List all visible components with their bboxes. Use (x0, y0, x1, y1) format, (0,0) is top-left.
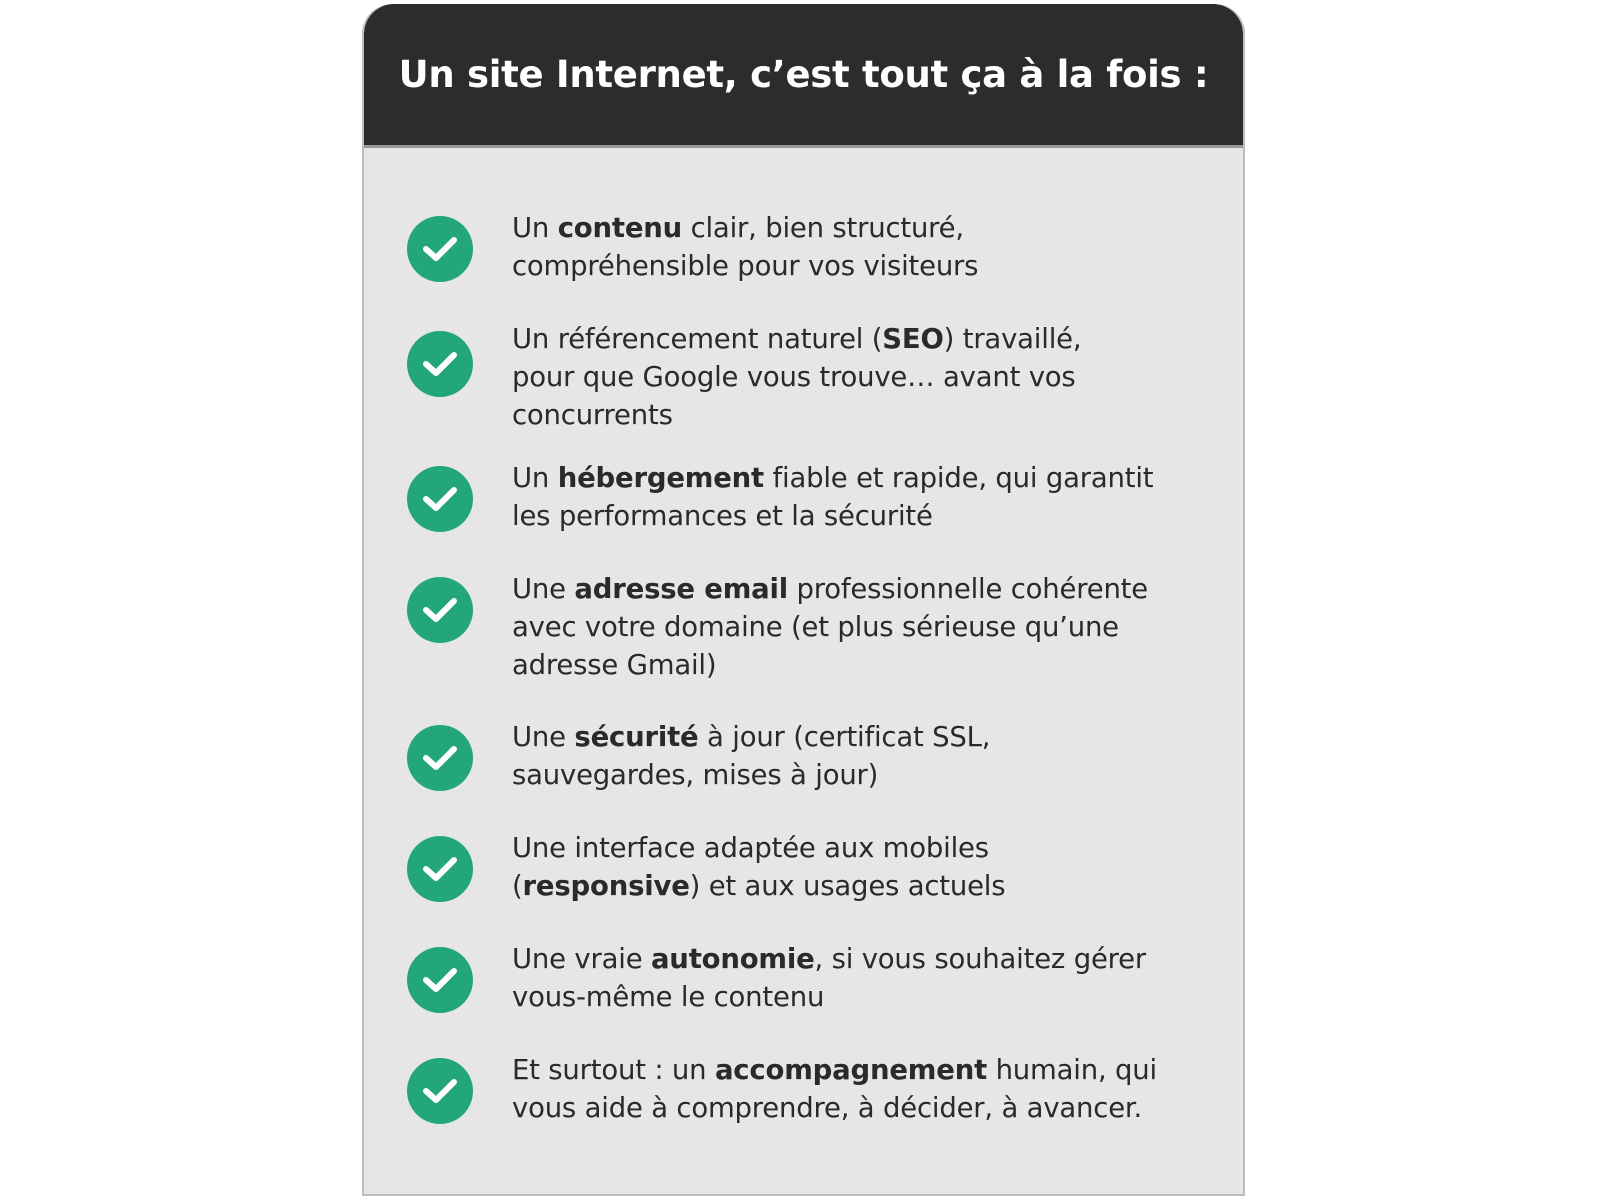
card-title: Un site Internet, c’est tout ça à la fois : (398, 53, 1209, 96)
list-item-text (512, 718, 1212, 794)
checklist-card (362, 4, 1245, 1196)
text-segment: humain, qui vous aide à comprendre, à décider, à avancer. (512, 1054, 1157, 1124)
text-segment: à jour (certificat SSL, sauvegardes, mises à jour) (512, 721, 991, 791)
list-item-text (512, 1051, 1212, 1127)
text-segment: Un (512, 212, 558, 244)
text-segment: Un référencement naturel ( (512, 323, 883, 355)
text-segment: Un (512, 462, 558, 494)
emphasis-text: accompagnement (714, 1054, 988, 1086)
card-header (364, 4, 1243, 148)
check-circle-icon (407, 947, 473, 1013)
list-item-text (512, 209, 1212, 285)
check-circle-icon (407, 577, 473, 643)
emphasis-text: autonomie (650, 943, 815, 975)
text-segment: Une vraie (512, 943, 651, 975)
text-segment: fiable et rapide, qui garantit les performances et la sécurité (512, 462, 1154, 532)
list-item-text (512, 320, 1212, 434)
emphasis-text: responsive (522, 870, 690, 902)
list-item-text (512, 940, 1212, 1016)
check-circle-icon (407, 331, 473, 397)
list-item-text (512, 829, 1212, 905)
text-segment: Une (512, 721, 575, 753)
list-item-text (512, 570, 1212, 684)
check-circle-icon (407, 466, 473, 532)
emphasis-text: SEO (882, 323, 944, 355)
text-segment: ) travaillé, pour que Google vous trouve… avant vos concurrents (512, 323, 1082, 431)
text-segment: ) et aux usages actuels (689, 870, 1006, 902)
text-segment: professionnelle cohérente avec votre domaine (et plus sérieuse qu’une adresse Gmail) (512, 573, 1148, 681)
emphasis-text: sécurité (574, 721, 699, 753)
emphasis-text: contenu (557, 212, 683, 244)
text-segment: clair, bien structuré, compréhensible pour vos visiteurs (512, 212, 979, 282)
emphasis-text: hébergement (557, 462, 764, 494)
check-circle-icon (407, 1058, 473, 1124)
list-item-text (512, 459, 1212, 535)
text-segment: Une (512, 573, 575, 605)
text-segment: Une interface adaptée aux mobiles ( (512, 832, 989, 902)
text-segment: , si vous souhaitez gérer vous-même le contenu (512, 943, 1147, 1013)
check-circle-icon (407, 216, 473, 282)
emphasis-text: adresse email (574, 573, 788, 605)
check-circle-icon (407, 725, 473, 791)
text-segment: Et surtout : un (512, 1054, 715, 1086)
check-circle-icon (407, 836, 473, 902)
